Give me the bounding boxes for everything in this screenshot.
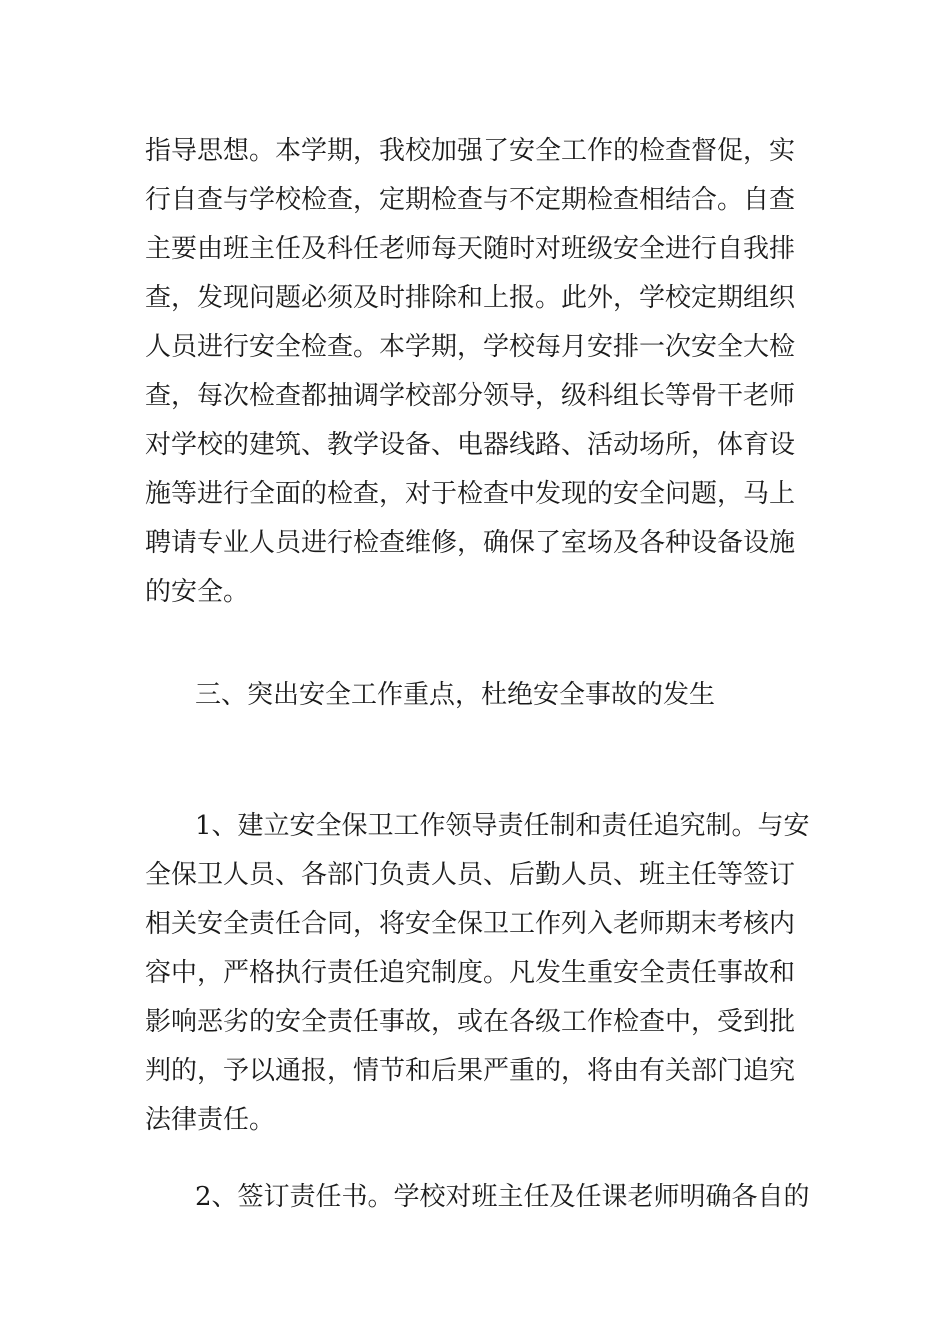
paragraph-line: 聘请专业人员进行检查维修，确保了室场及各种设备设施 (145, 528, 796, 558)
paragraph-line: 施等进行全面的检查，对于检查中发现的安全问题，马上 (145, 479, 796, 509)
paragraph-line: 法律责任。 (145, 1105, 276, 1135)
paragraph-line: 影响恶劣的安全责任事故，或在各级工作检查中，受到批 (145, 1007, 796, 1037)
paragraph-line: 对学校的建筑、教学设备、电器线路、活动场所，体育设 (145, 430, 796, 460)
paragraph-line: 1、建立安全保卫工作领导责任制和责任追究制。与安 (195, 811, 810, 841)
paragraph-line: 判的，予以通报，情节和后果严重的，将由有关部门追究 (145, 1056, 796, 1086)
paragraph-line: 容中，严格执行责任追究制度。凡发生重安全责任事故和 (145, 958, 796, 988)
paragraph-line: 主要由班主任及科任老师每天随时对班级安全进行自我排 (145, 234, 796, 264)
paragraph-line: 查，发现问题必须及时排除和上报。此外，学校定期组织 (145, 283, 796, 313)
paragraph-line: 相关安全责任合同，将安全保卫工作列入老师期末考核内 (145, 909, 796, 939)
paragraph-line: 指导思想。本学期，我校加强了安全工作的检查督促，实 (145, 136, 796, 166)
paragraph-line: 查，每次检查都抽调学校部分领导，级科组长等骨干老师 (145, 381, 796, 411)
paragraph-line: 全保卫人员、各部门负责人员、后勤人员、班主任等签订 (145, 860, 796, 890)
section-heading: 三、突出安全工作重点，杜绝安全事故的发生 (195, 680, 716, 710)
paragraph-line: 行自查与学校检查，定期检查与不定期检查相结合。自查 (145, 185, 796, 215)
paragraph-line: 人员进行安全检查。本学期，学校每月安排一次安全大检 (145, 332, 796, 362)
paragraph-line: 的安全。 (145, 577, 250, 607)
paragraph-line: 2、签订责任书。学校对班主任及任课老师明确各自的 (195, 1182, 810, 1212)
